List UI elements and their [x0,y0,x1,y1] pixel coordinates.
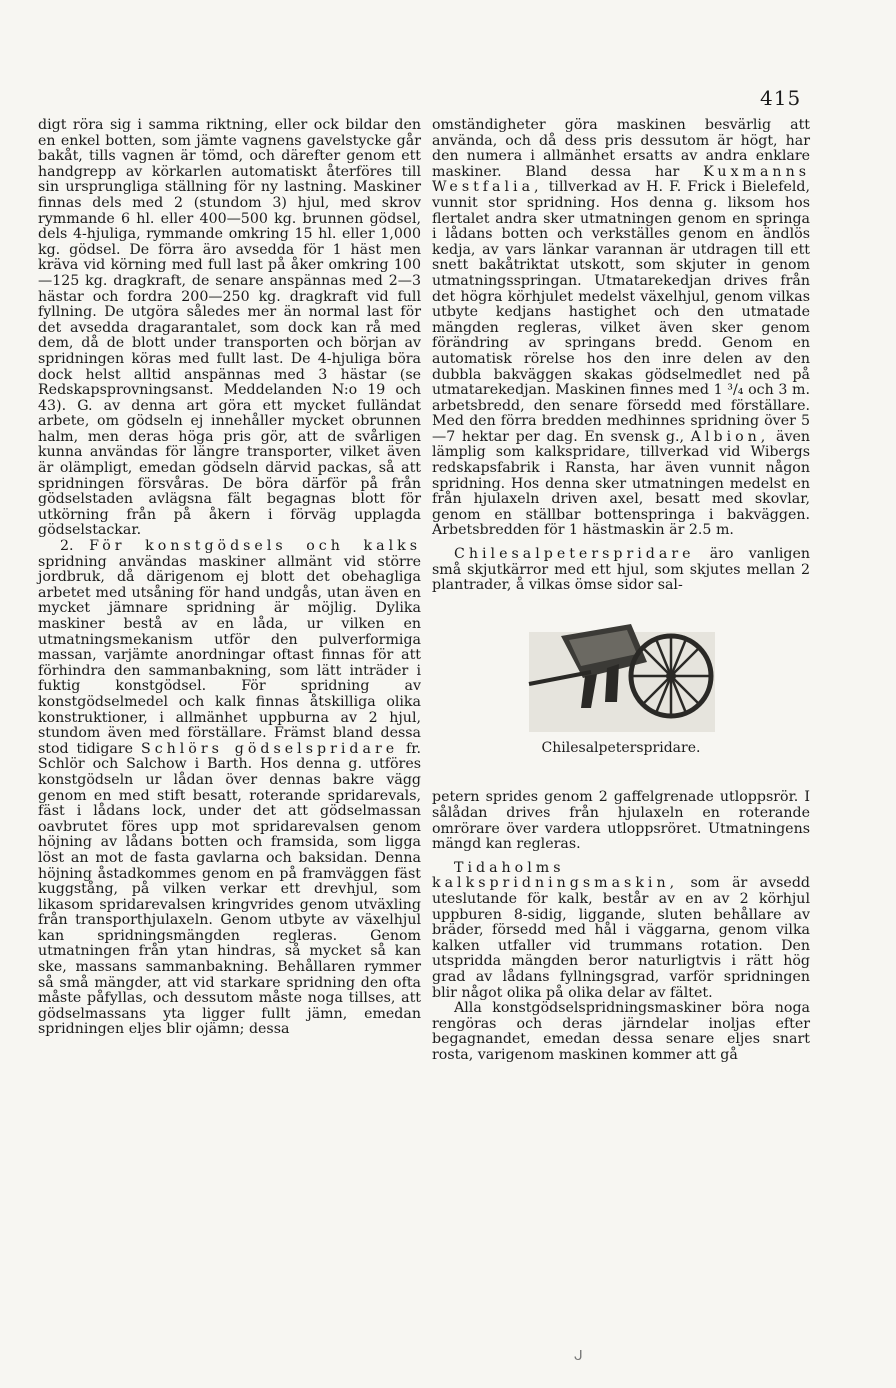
term-kuxmanns-westfalia: Kuxmanns Westfalia, [432,163,810,196]
right-paragraph-2-text: äro vanligen små skjutkärror med ett hjul, som skjutes mellan 2 plantrader, å vilkas ömse sidor sal- [432,546,811,594]
right-paragraph-2 [432,547,810,594]
section-number: 2. [60,538,74,555]
left-paragraph-2-text-b: fr. Schlör och Salchow i Barth. Hos denna g. utföres konstgödseln ur lådan över dennas bakre vägg genom en med stift besatt, roterande spridarevals, fäst i lådans lock, under det att gödselmassan oavbrutet föres upp mot spridarevalsen genom höjning av lådans botten och framsida, som ligga löst an mot de fasta gavlarna och baksidan. Denna höjning åstadkommes genom en på framväggen fäst kuggstång, på vilken verkar ett drevhjul, som likasom spridarevalsen kringvrides genom utväxling från transporthjulaxeln. Genom utbyte av växelhjul kan spridningsmängden regleras. Genom utmatningen från ytan hindras, så mycket så kan ske, massans sammanbakning. Behållaren rymmer så små mängder, att vid starkare spridning den ofta måste påfyllas, och dessutom måste noga tillses, att gödselmassans yta ligger fullt jämn, emedan spridningen eljes blir ojämn; dessa [38,740,421,1038]
figure-caption: Chilesalpeterspridare. [541,739,701,756]
right-paragraph-1-text-b: tillverkad av H. F. Frick i Bielefeld, vunnit stor spridning. Hos denna g. liksom hos flertalet andra sker utmatningen genom en springa i lådans botten och verkställes genom en ändlös kedja, av vars länkar varannan är utdragen till ett snett bakåtriktat utskott, som skjuter in genom utmatningsspringan. Utmatarekedjan drives från det högra körhjulet medelst växelhjul, genom vilkas utbyte kedjans hastighet och den utmatade mängden regleras, vilket även sker genom förändring av springans bredd. Genom en automatisk rörelse hos den inre delen av den dubbla bakväggen skakas gödselmedlet ned på utmatarekedjan. Maskinen finnes med 1 ³/₄ och 3 m. arbetsbredd, den senare försedd med förställare. Med den förra bredden medhinnes spridning över 5—7 hektar per dag. En svensk g., [432,179,810,445]
right-paragraph-1-text-c: även lämplig som kalkspridare, tillverkad vid Wibergs redskapsfabrik i Ransta, har även vunnit någon spridning. Hos denna sker utmatningen medelst en från hjulaxeln driven axel, besatt med skovlar, genom en ställbar bottenspringa i bakväggen. Arbetsbredden för 1 hästmaskin är 2.5 m. [432,428,811,539]
term-chilesalpeterspridare: Chilesalpeterspridare [454,546,695,563]
left-paragraph-2-text-a: spridning användas maskiner allmänt vid större jordbruk, då därigenom ej blott det obehagliga arbetet med utsåning för hand undgås, utan även en mycket jämnare spridning är möjlig. Dylika maskiner bestå av en låda, ur vilken en utmatningsmekanism utför den pulverformiga massan, varjämte anordningar oftast finnas för att förhindra den sammanbakning, som lätt inträder i fuktig konstgödsel. För spridning av konstgödselmedel och kalk finnas åtskilliga olika konstruktioner, i allmänhet uppburna av 2 hjul, stundom även med förställare. Främst bland dessa stod tidigare [38,553,421,757]
margin-mark: ᒍ [574,1348,583,1364]
right-paragraph-1 [432,118,810,539]
page-number: 415 [760,86,802,110]
right-paragraph-5: Alla konstgödselspridningsmaskiner böra noga rengöras och deras järndelar inoljas efter begagnandet, emedan dessa senare eljes snart rosta, varigenom maskinen kommer att gå [432,1000,810,1063]
left-paragraph-1: digt röra sig i samma riktning, eller ock bildar den en enkel botten, som jämte vagnens gavelstycke går bakåt, tills vagnen är tömd, och därefter genom ett handgrepp av körkarlen automatiskt återföres till sin ursprungliga ställning för ny lastning. Maskiner finnas dels med 2 (stundom 3) hjul, med skrov rymmande 6 hl. eller 400—500 kg. brunnen gödsel, dels 4-hjuliga, rymmande omkring 15 hl. eller 1,000 kg. gödsel. De förra äro avsedda för 1 häst men kräva vid körning med full last på åker omkring 100—125 kg. dragkraft, de senare anspännas med 2—3 hästar och fordra 200—250 kg. dragkraft vid full fyllning. De utgöra således mer än normal last för det avsedda dragarantalet, som dock kan rå med dem, då de blott under transporten och början av spridningen köras med fullt last. De 4-hjuliga böra dock helst alltid anspännas med 3 hästar (se Redskapsprovningsanst. Meddelanden N:o 19 och 43). G. av denna art göra ett mycket fulländat arbete, om gödseln ej innehåller mycket obrunnen halm, men deras höga pris gör, att de svårligen kunna användas för längre transporter, vilket även är olämpligt, emedan gödseln därvid packas, så att spridningen försvåras. De böra därför på från gödselstaden avlägsna fält begagnas blott för utkörning från på åkern i förväg upplagda gödselstackar. [38,117,421,539]
term-tidaholms-kalkspridningsmaskin: Tidaholms kalkspridningsmaskin, [432,859,679,892]
right-paragraph-4 [432,861,810,1001]
right-paragraph-3: petern sprides genom 2 gaffelgrenade utloppsrör. I sålådan drives från hjulaxeln en roterande omrörare över vardera utloppsröret. Utmatningens mängd kan regleras. [432,789,810,853]
wheelbarrow-illustration [521,602,721,737]
figure-chilesalpeterspridare [432,602,810,757]
section-heading-konstgodsel: För konstgödsels och kalks [89,538,421,555]
left-column [38,118,421,1038]
right-column [432,118,810,1064]
right-paragraph-4-text: som är avsedd uteslutande för kalk, består av en av 2 körhjul uppburen 8-sidig, liggande, sluten behållare av bräder, försedd med hål i väggarna, genom vilka kalken utfaller vid trummans rotation. Den utspridda mängden beror naturligtvis i rätt hög grad av lådans fyllningsgrad, varför spridningen blir något olika på olika delar av fältet. [432,875,810,1001]
left-paragraph-2 [38,539,421,1038]
wheel-hub [666,671,676,681]
spreader-outlet [605,664,619,702]
term-schlors-godselspridare: Schlörs gödselspridare [140,740,399,757]
term-albion: Albion, [690,428,770,445]
right-paragraph-1-text-a: omständigheter göra maskinen besvärlig att använda, och då dess pris dessutom är högt, har den numera i allmänhet ersatts av andra enklare maskiner. Bland dessa har [432,117,810,180]
